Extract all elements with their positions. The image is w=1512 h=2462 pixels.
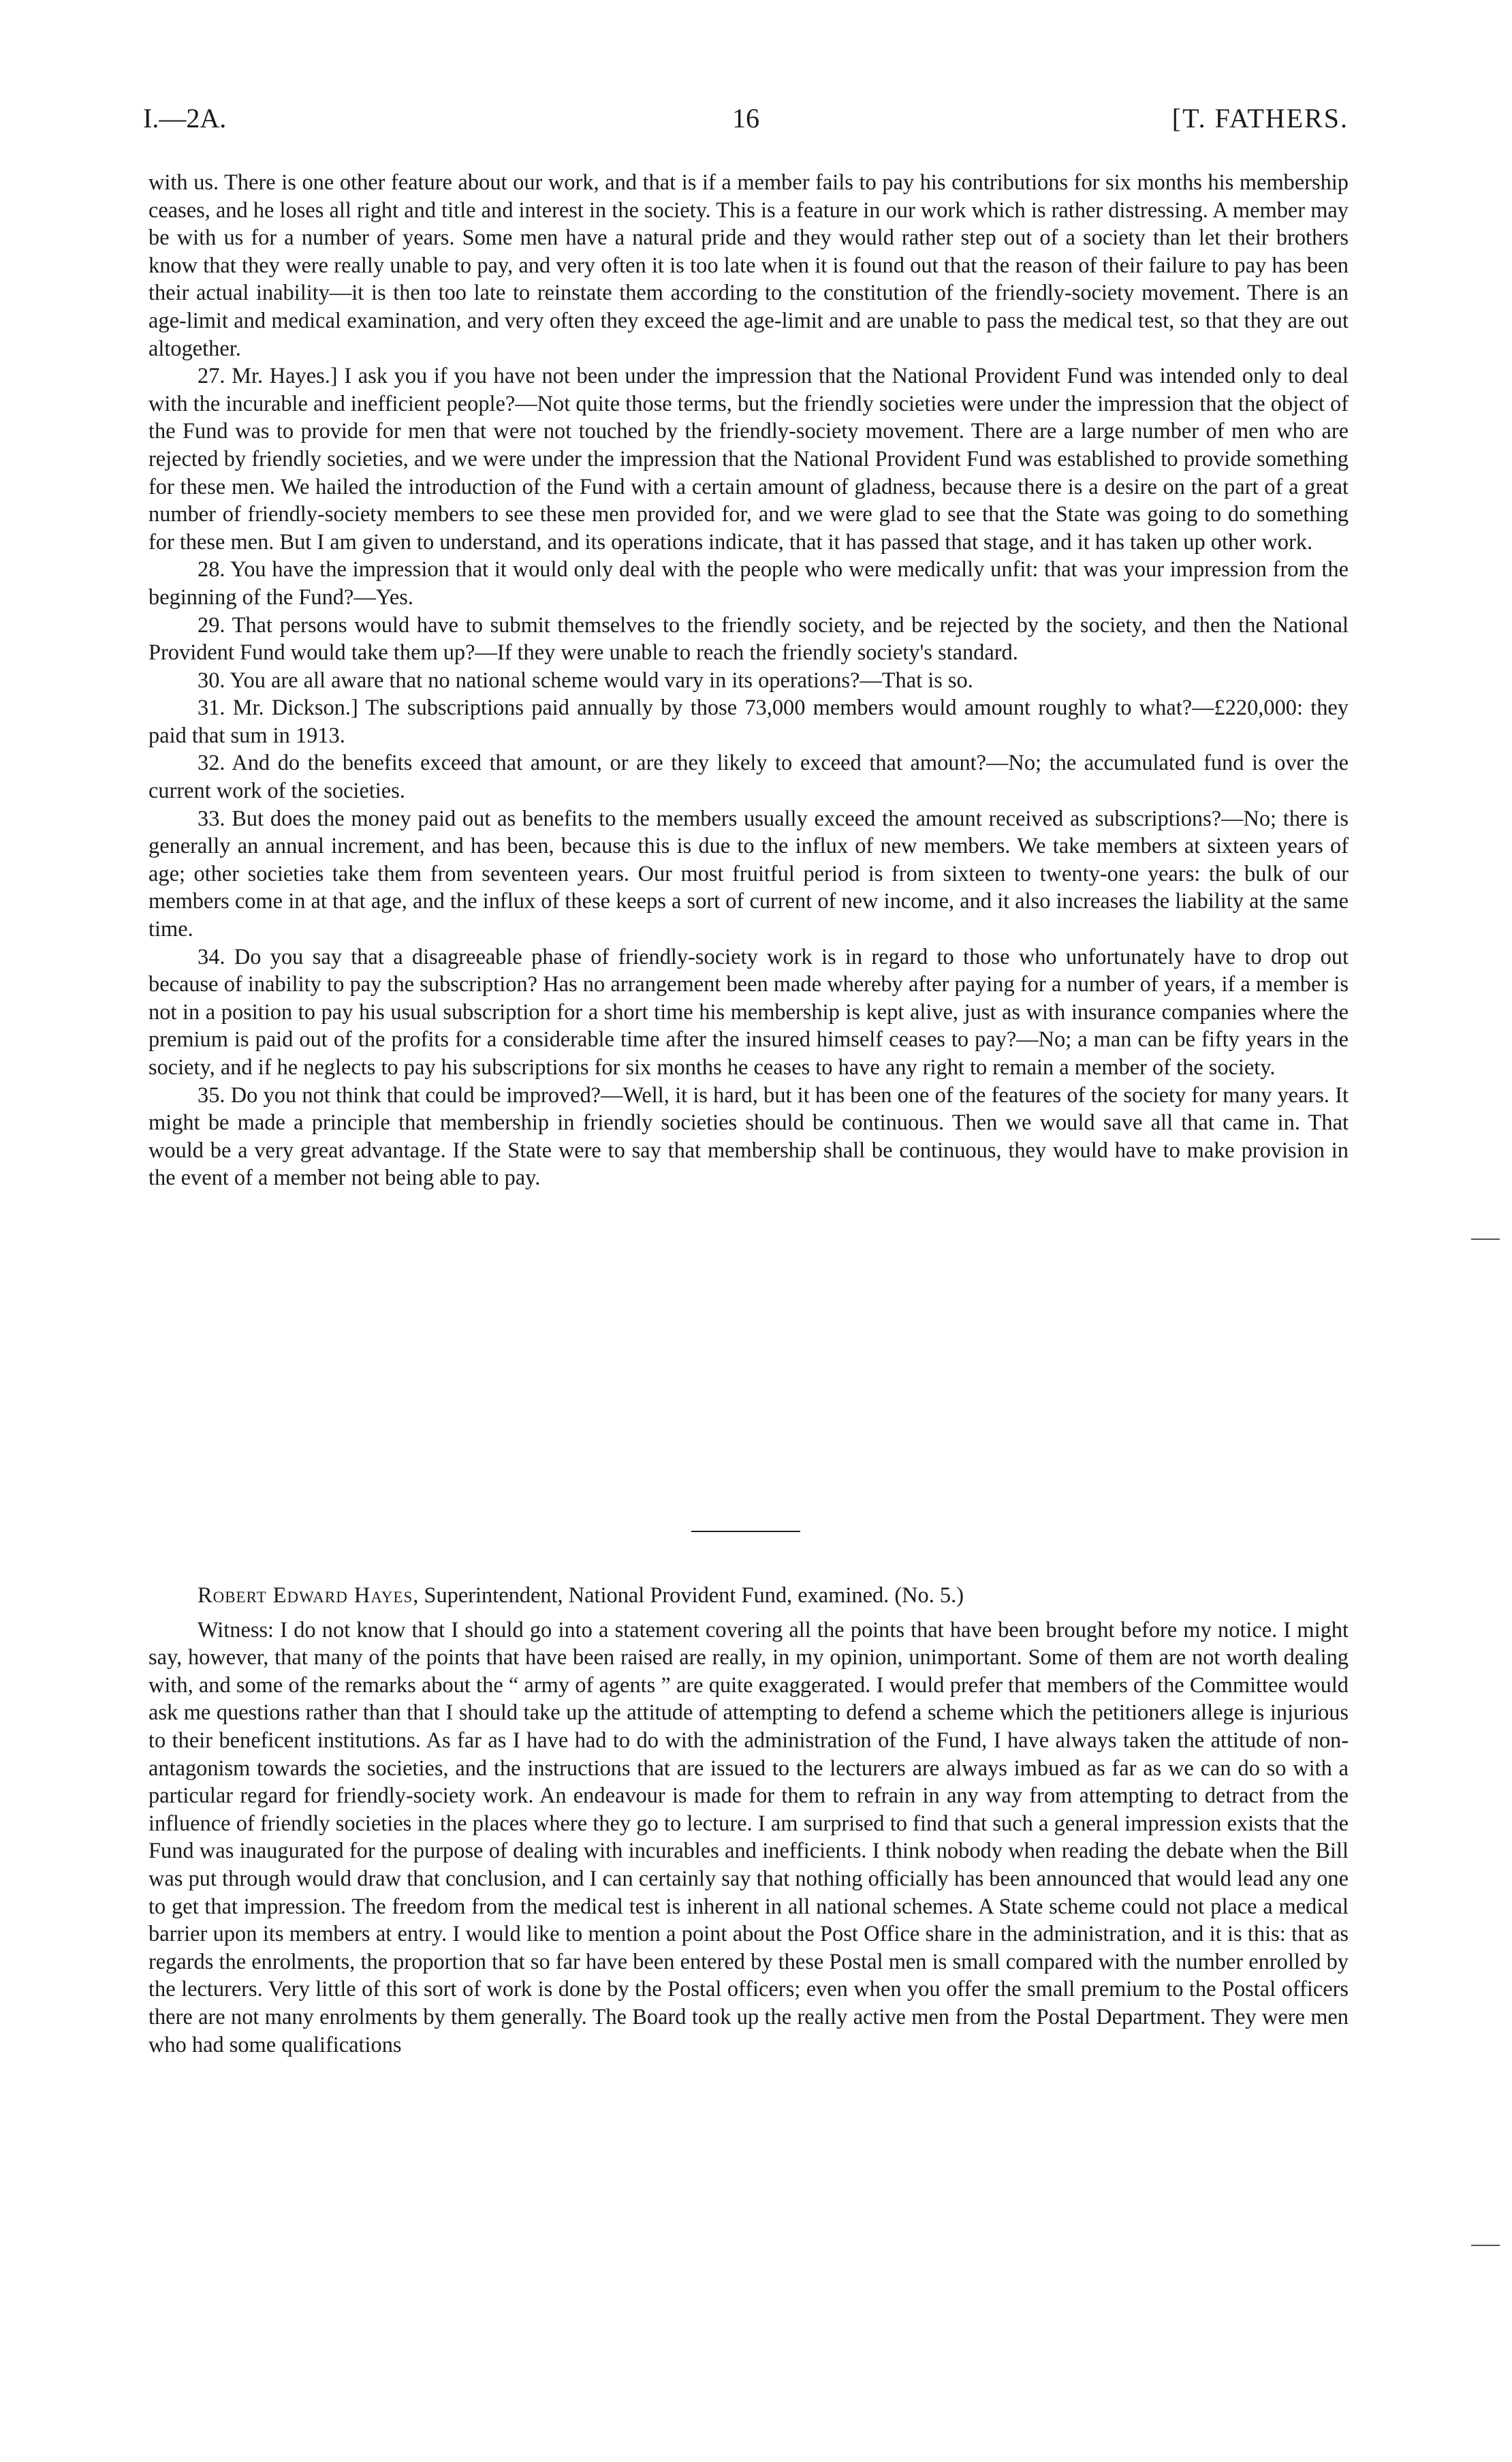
witness-name: Robert Edward Hayes [198,1583,413,1608]
question-32: 32. And do the benefits exceed that amount, or are they likely to exceed that amount?—No; the accumulated fund is over the current work of the societies. [148,751,1349,804]
page-number: 16 [732,103,759,134]
margin-mark [1471,2245,1500,2246]
question-34: 34. Do you say that a disagreeable phase of friendly-society work is in regard to those who unfortunately have to drop out because of inability to pay the subscription? Has no arrangement been made whereby after paying for a number of years, if a member is not in a position to pay his usual subscription for a short time his membership is kept alive, just as with insurance companies where the premium is paid out of the profits for a considerable time after the insured himself ceases to pay?—No; a man can be fifty years in the society, and if he neglects to pay his subscriptions for six months he ceases to have any right to remain a member of the society. [148,944,1349,1080]
question-30: 30. You are all aware that no national scheme would vary in its operations?—That is so. [198,668,973,693]
witness-heading [148,1582,1349,1610]
question-29: 29. That persons would have to submit themselves to the friendly society, and be rejected by the society, and then the National Provident Fund would take them up?—If they were unable to reach the friendly society's standard. [148,612,1349,666]
witness-statement: Witness: I do not know that I should go into a statement covering all the points that have been brought before my notice. I might say, however, that many of the points that have been raised are really, in my opinion, unimportant. Some of them are not worth dealing with, and some of the remarks about the “ army of agents ” are quite exaggerated. I would prefer that members of the Committee would ask me questions rather than that I should take up the attitude of attempting to defend a scheme which the petitioners allege is injurious to their beneficent institutions. As far as I have had to do with the administration of the Fund, I have always taken the attitude of non-antagonism towards the societies, and the instructions that are issued to the lecturers are always imbued as far as we can do so with a particular regard for friendly-society work. An endeavour is made for them to refrain in any way from attempting to detract from the influence of friendly societies in the places where they go to lecture. I am surprised to find that such a general impression exists that the Fund was inaugurated for the purpose of dealing with incurables and inefficients. I think nobody when reading the debate when the Bill was put through would draw that conclusion, and I can certainly say that nothing officially has been announced that would lead any one to get that impression. The freedom from the medical test is inherent in all national schemes. A State scheme could not place a medical barrier upon its members at entry. I would like to mention a point about the Post Office share in the administration, and it is this: that as regards the enrolments, the proportion that so far have been entered by these Postal men is small compared with the number enrolled by the lecturers. Very little of this sort of work is done by the Postal officers; even when you offer the small premium to the Postal officers there are not many enrolments by them generally. The Board took up the really active men from the Postal Department. They were men who had some qualifications [148,1617,1349,2057]
witness-section [148,1582,1349,2059]
question-28: 28. You have the impression that it would only deal with the people who were medically unfit: that was your impression from the beginning of the Fund?—Yes. [148,557,1349,610]
witness-description: , Superintendent, National Provident Fund, examined. (No. 5.) [413,1583,964,1608]
question-31: 31. Mr. Dickson.] The subscriptions paid annually by those 73,000 members would amount roughly to what?—£220,000: they paid that sum in 1913. [148,696,1349,748]
evidence-body [148,169,1349,1192]
question-33: 33. But does the money paid out as benefits to the members usually exceed the amount received as subscriptions?—No; there is generally an annual increment, and has been, because this is due to the influx of new members. We take members at sixteen years of age; other societies take them from seventeen years. Our most fruitful period is from sixteen to twenty-one years: the bulk of our members come in at that age, and the influx of these keeps a sort of current of new income, and it also increases the liability at the same time. [148,806,1349,942]
question-27: 27. Mr. Hayes.] I ask you if you have not been under the impression that the National Provident Fund was intended only to deal with the incurable and inefficient people?—Not quite those terms, but the friendly societies were under the impression that the object of the Fund was to provide for men that were not touched by the friendly-society movement. There are a large number of men who are rejected by friendly societies, and we were under the impression that the National Provident Fund was established to provide something for these men. We hailed the introduction of the Fund with a certain amount of gladness, because there is a desire on the part of a great number of friendly-society members to see these men provided for, and we were glad to see that the State was going to do something for these men. But I am given to understand, and its operations indicate, that it has passed that stage, and it has taken up other work. [148,364,1349,555]
page-header [143,102,1349,143]
question-35: 35. Do you not think that could be improved?—Well, it is hard, but it has been one of the features of the society for many years. It might be made a principle that membership in friendly societies should be continuous. Then we would save all that came in. That would be a very great advantage. If the State were to say that membership shall be continuous, they would have to make provision in the event of a member not being able to pay. [148,1082,1349,1191]
margin-mark [1471,1238,1500,1240]
section-divider [691,1531,800,1532]
paragraph-continuation: with us. There is one other feature about our work, and that is if a member fails to pay his contributions for six months his membership ceases, and he loses all right and title and interest in the society. This is a feature in our work which is rather distressing. A member may be with us for a number of years. Some men have a natural pride and they would rather step out of a society than let their brothers know that they were really unable to pay, and very often it is too late when it is found out that the reason of their failure to pay has been their actual inability—it is then too late to reinstate them according to the constitution of the friendly-society movement. There is an age-limit and medical examination, and very often they exceed the age-limit and are unable to pass the medical test, so that they are out altogether. [148,170,1349,361]
parliamentary-paper-reference: I.—2A. [143,103,227,134]
witness-running-head: [T. FATHERS. [1171,103,1349,134]
